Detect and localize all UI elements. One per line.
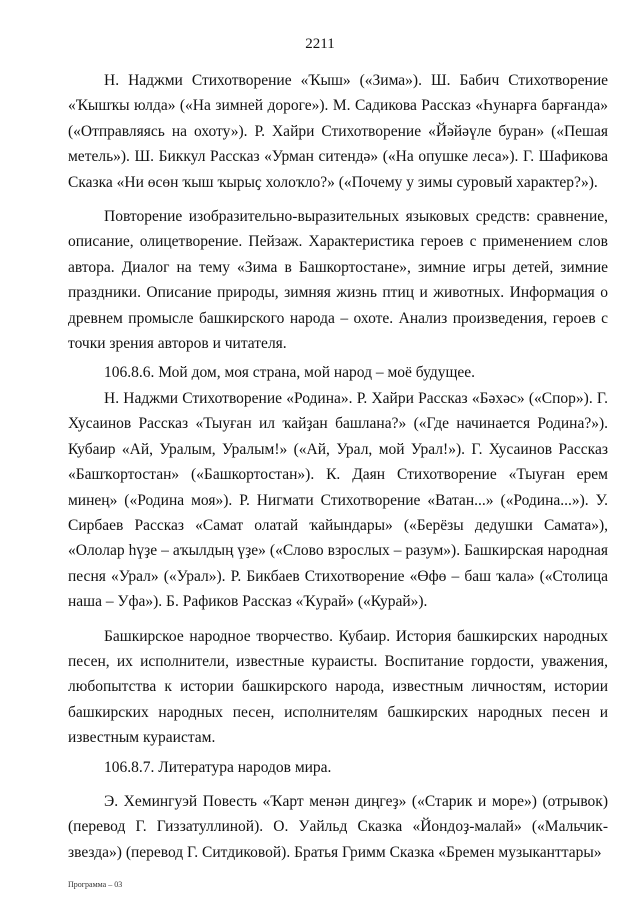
section-heading-106-8-6: 106.8.6. Мой дом, моя страна, мой народ – моё будущее. (104, 364, 476, 382)
page-footer: Программа – 03 (68, 880, 123, 889)
paragraph-homeland-works: Н. Наджми Стихотворение «Родина». Р. Хайри Рассказ «Бәхәс» («Спор»). Г. Хусаинов Рассказ «Тыуған ил ҡайҙан башлана?» («Где начинается Родина?»). Кубаир «Ай, Уралым, Уралым!» («Ай, Урал, мой Урал!»). Г. Хусаинов Рассказ «Башҡортостан» («Башкортостан»). К. Даян Стихотворение «Тыуған ерем минең» («Родина моя»). Р. Нигмати Стихотворение «Ватан...» («Родина...»). У. Сирбаев Рассказ «Самат олатай ҡайындары» («Берёзы дедушки Самата»), «Ололар һүҙе – аҡылдың үҙе» («Слово взрослых – разум»). Башкирская народная песня «Урал» («Урал»). Р. Бикбаев Стихотворение «Өфө – баш ҡала» («Столица наша – Уфа»). Б. Рафиков Рассказ «Ҡурай» («Курай»). (68, 389, 608, 611)
paragraph-folk-art-topics: Башкирское народное творчество. Кубаир. История башкирских народных песен, их исполнители, известные кураисты. Воспитание гордости, уважения, любопытства к истории башкирского народа, известным личностям, истории башкирских народных песен, исполнителям башкирских народных песен и известным кураистам. (68, 627, 608, 747)
paragraph-world-literature-works: Э. Хемингуэй Повесть «Ҡарт менән диңгеҙ» («Старик и море») (отрывок) (перевод Г. Гиззатуллиной). О. Уайльд Сказка «Йондоҙ-малай» («Мальчик-звезда») (перевод Г. Ситдиковой). Братья Гримм Сказка «Бремен музыканттары» (68, 792, 608, 861)
paragraph-winter-topics: Повторение изобразительно-выразительных языковых средств: сравнение, описание, олицетворение. Пейзаж. Характеристика героев с применением слов автора. Диалог на тему «Зима в Башкортостане», зимние игры детей, зимние праздники. Описание природы, зимняя жизнь птиц и животных. Информация о древнем промысле башкирского народа – охоте. Анализ произведения, героев с точки зрения авторов и читателя. (68, 208, 608, 353)
section-heading-106-8-7: 106.8.7. Литература народов мира. (104, 758, 332, 776)
paragraph-winter-works: Н. Наджми Стихотворение «Ҡыш» («Зима»). Ш. Бабич Стихотворение «Ҡышҡы юлда» («На зимней дороге»). М. Садикова Рассказ «Һунарға барғанда» («Отправляясь на охоту»). Р. Хайри Стихотворение «Йәйәүле буран» («Пешая метель»). Ш. Биккул Рассказ «Урман ситендә» («На опушке леса»). Г. Шафикова Сказка «Ни өсөн ҡыш ҡырыҫ холоҡло?» («Почему у зимы суровый характер?»). (68, 72, 608, 191)
page-number: 2211 (305, 36, 335, 52)
document-body (68, 68, 608, 865)
